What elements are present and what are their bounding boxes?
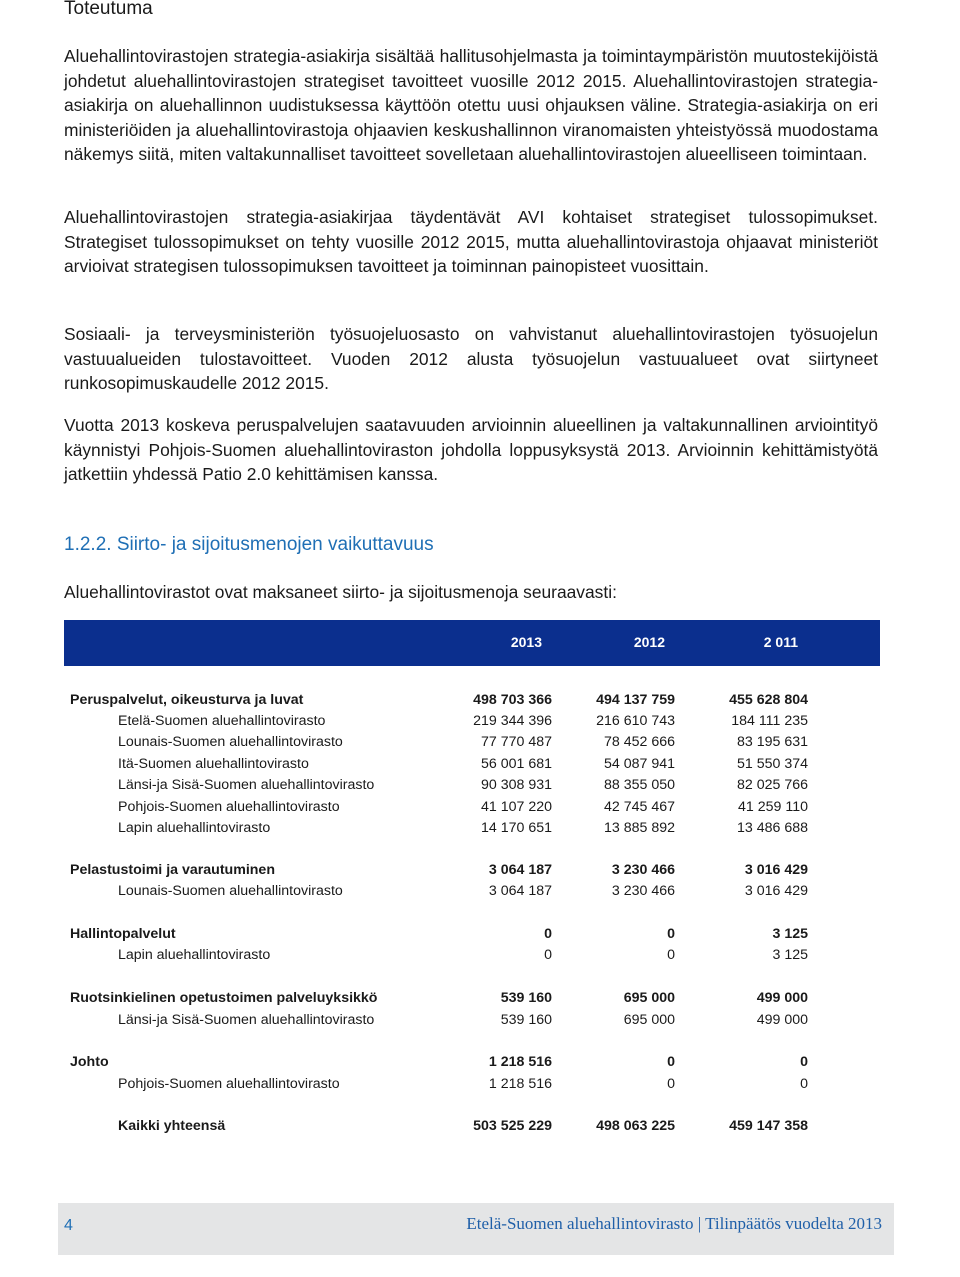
table-row	[0, 1010, 960, 1030]
row-value-2012: 3 230 466	[611, 862, 675, 878]
row-value-2011: 459 147 358	[729, 1118, 808, 1134]
row-label: Hallintopalvelut	[70, 926, 176, 942]
section-heading: 1.2.2. Siirto- ja sijoitusmenojen vaikuttavuus	[64, 534, 434, 555]
row-value-2013: 41 107 220	[480, 799, 552, 815]
row-value-2012: 695 000	[623, 990, 675, 1006]
table-group-row	[0, 924, 960, 944]
row-value-2013: 56 001 681	[480, 756, 552, 772]
column-header-2013: 2013	[510, 634, 542, 650]
paragraph-occupational-safety: Sosiaali- ja terveysministeriön työsuojeluosasto on vahvistanut aluehallintovirastojen työsuojelun vastuualueiden tulostavoitteet. Vuoden 2012 alusta työsuojelun vastuualueet ovat siirtyneet runkosopimuskaudelle 2012 2015.	[64, 324, 878, 393]
column-header-2012: 2012	[633, 634, 665, 650]
row-value-2013: 498 703 366	[473, 692, 552, 708]
row-value-2012: 0	[667, 926, 675, 942]
row-value-2011: 184 111 235	[731, 713, 808, 729]
row-value-2013: 0	[544, 926, 552, 942]
row-value-2011: 3 125	[772, 947, 808, 963]
section-label: Toteutuma	[64, 0, 153, 19]
row-value-2011: 3 016 429	[744, 883, 808, 899]
row-value-2011: 0	[800, 1076, 808, 1092]
table-row	[0, 881, 960, 901]
row-value-2011: 455 628 804	[729, 692, 808, 708]
row-label: Kaikki yhteensä	[118, 1118, 226, 1134]
row-label: Pohjois-Suomen aluehallintovirasto	[118, 1076, 340, 1092]
table-row	[0, 754, 960, 774]
row-value-2013: 14 170 651	[480, 820, 552, 836]
table-group-row	[0, 1052, 960, 1072]
paragraph-evaluation: Vuotta 2013 koskeva peruspalvelujen saatavuuden arvioinnin alueellinen ja valtakunnallinen arviointityö käynnistyi Pohjois-Suomen aluehallintoviraston johdolla loppusyksystä 2013. Arvioinnin kehittämistyötä jatkettiin yhdessä Patio 2.0 kehittämisen kanssa.	[64, 415, 878, 484]
row-value-2012: 78 452 666	[603, 734, 675, 750]
row-value-2011: 41 259 110	[738, 799, 808, 815]
column-header-2011: 2 011	[763, 634, 798, 650]
row-value-2012: 88 355 050	[603, 777, 675, 793]
row-value-2011: 13 486 688	[736, 820, 808, 836]
row-label: Länsi-ja Sisä-Suomen aluehallintovirasto	[118, 1012, 375, 1028]
table-row	[0, 711, 960, 731]
row-value-2012: 494 137 759	[596, 692, 675, 708]
row-value-2011: 82 025 766	[736, 777, 808, 793]
row-value-2012: 0	[667, 1076, 675, 1092]
row-value-2013: 219 344 396	[473, 713, 552, 729]
table-group-row	[0, 988, 960, 1008]
row-label: Lounais-Suomen aluehallintovirasto	[118, 734, 343, 750]
row-value-2011: 3 016 429	[744, 862, 808, 878]
row-label: Lapin aluehallintovirasto	[118, 947, 271, 963]
table-group-row	[0, 690, 960, 710]
row-value-2012: 42 745 467	[603, 799, 675, 815]
row-value-2013: 1 218 516	[488, 1054, 552, 1070]
row-value-2012: 54 087 941	[603, 756, 675, 772]
table-row	[0, 732, 960, 752]
row-value-2011: 3 125	[772, 926, 808, 942]
page-number: 4	[64, 1217, 73, 1234]
table-group-row	[0, 860, 960, 880]
row-label: Itä-Suomen aluehallintovirasto	[118, 756, 309, 772]
row-label: Etelä-Suomen aluehallintovirasto	[118, 713, 326, 729]
row-value-2011: 0	[800, 1054, 808, 1070]
row-value-2011: 499 000	[756, 1012, 808, 1028]
row-value-2013: 77 770 487	[480, 734, 552, 750]
row-value-2012: 695 000	[623, 1012, 675, 1028]
row-label: Peruspalvelut, oikeusturva ja luvat	[70, 692, 304, 708]
row-value-2011: 51 550 374	[736, 756, 808, 772]
footer-text: Etelä-Suomen aluehallintovirasto | Tilinpäätös vuodelta 2013	[466, 1214, 882, 1233]
row-value-2013: 1 218 516	[488, 1076, 552, 1092]
table-row	[0, 945, 960, 965]
row-value-2012: 0	[667, 1054, 675, 1070]
row-value-2012: 498 063 225	[596, 1118, 675, 1134]
row-value-2012: 3 230 466	[611, 883, 675, 899]
row-label: Pelastustoimi ja varautuminen	[70, 862, 275, 878]
table-total-row	[0, 1116, 960, 1136]
table-header	[64, 620, 880, 666]
paragraph-agreements: Aluehallintovirastojen strategia-asiakirjaa täydentävät AVI kohtaiset strategiset tulossopimukset. Strategiset tulossopimukset on tehty vuosille 2012 2015, mutta aluehallintovirastoja ohjaavat ministeriöt arvioivat strategisen tulossopimuksen tavoitteet ja toiminnan painopisteet vuosittain.	[64, 207, 878, 276]
row-value-2013: 0	[544, 947, 552, 963]
row-label: Ruotsinkielinen opetustoimen palveluyksikkö	[70, 990, 378, 1006]
row-label: Pohjois-Suomen aluehallintovirasto	[118, 799, 340, 815]
row-value-2013: 90 308 931	[480, 777, 552, 793]
table-row	[0, 818, 960, 838]
row-value-2012: 216 610 743	[596, 713, 675, 729]
row-value-2013: 503 525 229	[473, 1118, 552, 1134]
row-label: Länsi-ja Sisä-Suomen aluehallintovirasto	[118, 777, 375, 793]
row-label: Lounais-Suomen aluehallintovirasto	[118, 883, 343, 899]
row-value-2013: 539 160	[500, 990, 552, 1006]
row-value-2011: 83 195 631	[736, 734, 808, 750]
table-row	[0, 775, 960, 795]
row-value-2012: 0	[667, 947, 675, 963]
row-value-2013: 3 064 187	[488, 883, 552, 899]
table-row	[0, 1074, 960, 1094]
row-value-2013: 539 160	[500, 1012, 552, 1028]
row-label: Lapin aluehallintovirasto	[118, 820, 271, 836]
row-value-2012: 13 885 892	[603, 820, 675, 836]
paragraph-strategy: Aluehallintovirastojen strategia-asiakirja sisältää hallitusohjelmasta ja toimintaympäristön muutostekijöistä johdetut aluehallintovirastojen strategiset tavoitteet vuosille 2012 2015. Aluehallintovirastojen strategia-asiakirja on aluehallinnon uudistuksessa käyttöön otettu uusi ohjauksen väline. Strategia-asiakirja on eri ministeriöiden ja aluehallintovirastoja ohjaavien keskushallinnon viranomaisten yhteistyössä muodostama näkemys siitä, miten valtakunnalliset tavoitteet sovelletaan aluehallintovirastojen alueelliseen toimintaan.	[64, 46, 878, 164]
table-row	[0, 797, 960, 817]
table-intro: Aluehallintovirastot ovat maksaneet siirto- ja sijoitusmenoja seuraavasti:	[64, 582, 617, 602]
row-label: Johto	[70, 1054, 109, 1070]
row-value-2011: 499 000	[756, 990, 808, 1006]
row-value-2013: 3 064 187	[488, 862, 552, 878]
